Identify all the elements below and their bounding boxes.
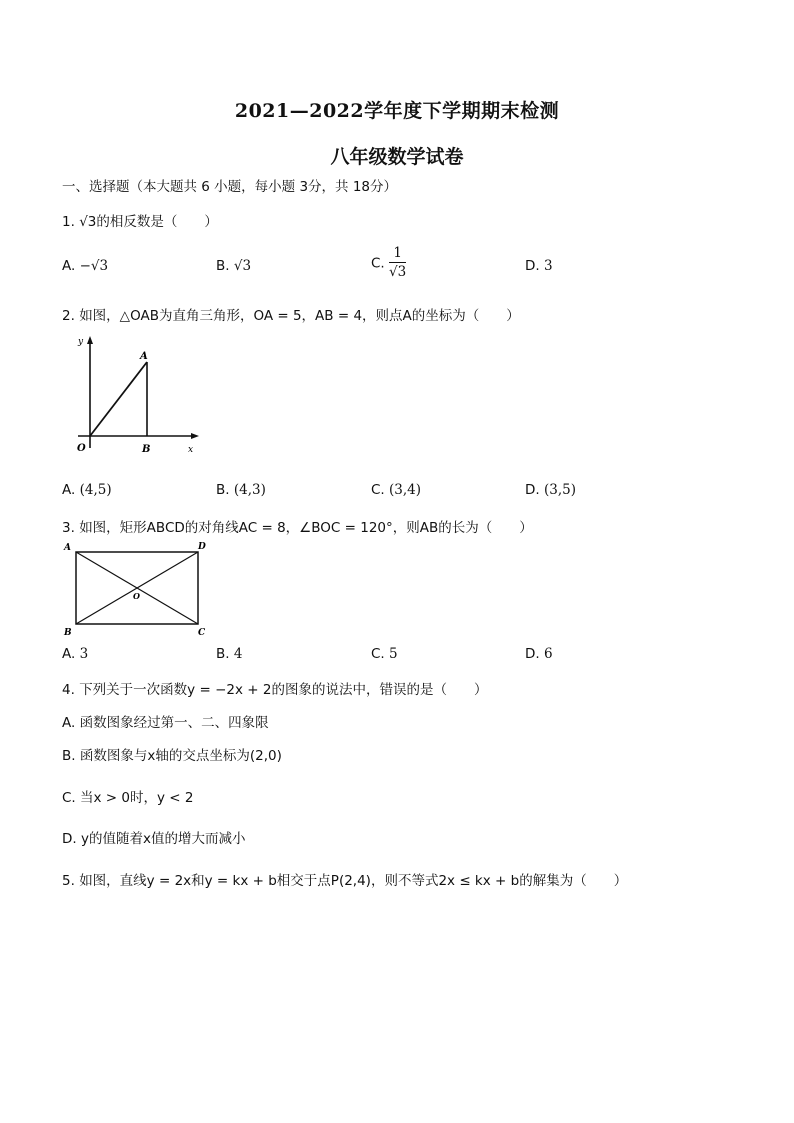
rectangle-figure [60, 536, 220, 640]
label-y: y [78, 337, 84, 347]
segment-oa [90, 362, 147, 436]
label-o: O [77, 443, 86, 454]
question-number: 3. [62, 520, 75, 536]
question-stem: 如图，直线y = 2x和y = kx + b相交于点P(2,4)，则不等式2x ≤ kx + b的解集为（ ） [79, 873, 628, 889]
label-b: B [64, 628, 72, 638]
q3-option-d[interactable]: D. 6 [525, 646, 553, 662]
q3-option-c[interactable]: C. 5 [371, 646, 398, 662]
q2-option-c[interactable]: C. (3,4) [371, 482, 422, 498]
q1-option-a[interactable]: A. −√3 [62, 258, 109, 274]
question-number: 4. [62, 682, 75, 698]
question-1 [62, 210, 218, 230]
q1-option-d[interactable]: D. 3 [525, 258, 553, 274]
label-b: B [142, 444, 151, 455]
question-number: 5. [62, 873, 75, 889]
fraction: $\frac{1}{√3}$ [389, 245, 407, 280]
section-heading: 一、选择题（本大题共 6 小题，每小题 3分，共 18分） [62, 179, 398, 195]
q4-option-c[interactable]: C. 当x > 0时，y < 2 [62, 790, 194, 806]
label-d: D [198, 542, 206, 552]
q1-option-b[interactable]: B. √3 [216, 258, 252, 274]
question-number: 2. [62, 308, 75, 324]
y-axis-arrow [87, 336, 93, 344]
q2-option-b[interactable]: B. (4,3) [216, 482, 266, 498]
question-5 [62, 869, 627, 889]
question-stem: 下列关于一次函数y = −2x + 2的图象的说法中，错误的是（ ） [79, 682, 488, 698]
question-3 [62, 516, 533, 536]
label-c: C [198, 628, 206, 638]
q3-option-b[interactable]: B. 4 [216, 646, 243, 662]
q4-option-a[interactable]: A. 函数图象经过第一、二、四象限 [62, 715, 269, 731]
exam-title: 2021—2022学年度下学期期末检测 [234, 100, 560, 122]
x-axis-arrow [191, 433, 199, 439]
question-2 [62, 304, 520, 324]
q4-option-d[interactable]: D. y的值随着x值的增大而减小 [62, 831, 246, 847]
q2-option-a[interactable]: A. (4,5) [62, 482, 112, 498]
q2-option-d[interactable]: D. (3,5) [525, 482, 576, 498]
question-stem: 如图，△OAB为直角三角形，OA = 5，AB = 4，则点A的坐标为（ ） [79, 308, 520, 324]
question-number: 1. [62, 214, 75, 230]
q3-option-a[interactable]: A. 3 [62, 646, 89, 662]
triangle-figure [60, 330, 210, 460]
q4-option-b[interactable]: B. 函数图象与x轴的交点坐标为(2,0) [62, 748, 282, 764]
question-4 [62, 678, 487, 698]
question-stem: 如图，矩形ABCD的对角线AC = 8，∠BOC = 120°，则AB的长为（ ） [79, 520, 533, 536]
q1-option-c[interactable]: C. $\frac{1}{√3}$ [371, 245, 407, 280]
exam-subtitle: 八年级数学试卷 [330, 146, 464, 168]
label-o: O [133, 591, 140, 601]
question-stem: √3的相反数是（ ） [79, 214, 218, 230]
label-a: A [140, 351, 148, 362]
label-a: A [64, 543, 71, 553]
label-x: x [188, 445, 194, 455]
